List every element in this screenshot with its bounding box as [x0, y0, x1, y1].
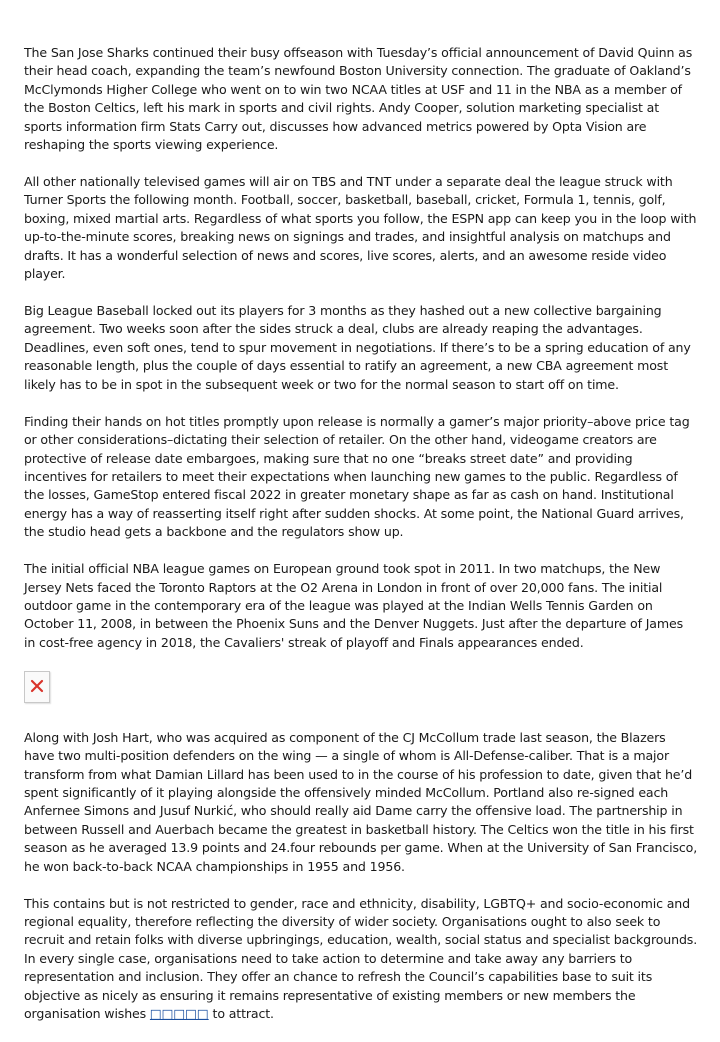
paragraph-3: Big League Baseball locked out its players for 3 months as they hashed out a new collective bargaining agreement. Two weeks soon after the sides struck a deal, clubs are already reaping the advantages. Deadlines, even soft ones, tend to spur movement in negotiations. If there’s to be a spring education of any reasonable length, plus the couple of days essential to ratify an agreement, a new CBA agreement most likely has to be in spot in the subsequent week or two for the normal season to start off on time.	[24, 303, 691, 392]
paragraph-1: The San Jose Sharks continued their busy offseason with Tuesday’s official announcement of David Quinn as their head coach, expanding the team’s newfound Boston University connection. The graduate of Oakland’s McClymonds Higher College who went on to win two NCAA titles at USF and 11 in the NBA as a member of the Boston Celtics, left his mark in sports and civil rights. Andy Cooper, solution marketing specialist at sports information firm Stats Carry out, discusses how advanced metrics powered by Opta Vision are reshaping the sports viewing experience.	[24, 45, 693, 153]
paragraph-7	[24, 895, 698, 1024]
spacer	[24, 721, 698, 729]
paragraph-6: Along with Josh Hart, who was acquired as component of the CJ McCollum trade last season, the Blazers have two multi-position defenders on the wing — a single of whom is All-Defense-caliber. That is a major transform from what Damian Lillard has been used to in the course of his profession to date, given that he’d spent significantly of it playing alongside the offensively minded McCollum. Portland also re-signed each Anfernee Simons and Jusuf Nurkić, who should really aid Dame carry the offensive load. The partnership in between Russell and Auerbach became the greatest in basketball history. The Celtics won the title in his first season as he averaged 13.9 points and 24.four rebounds per game. When at the University of San Francisco, he won back-to-back NCAA championships in 1955 and 1956.	[24, 729, 698, 874]
inline-link[interactable]: □□□□□	[149, 1006, 209, 1022]
paragraph-5: The initial official NBA league games on European ground took spot in 2011. In two matchups, the New Jersey Nets faced the Toronto Raptors at the O2 Arena in London in front of over 20,000 fans. The initial outdoor game in the contemporary era of the league was played at the Indian Wells Tennis Garden on October 11, 2008, in between the Phoenix Suns and the Denver Nuggets. Just after the departure of James in cost-free agency in 2018, the Cavaliers' streak of playoff and Finals appearances ended.	[24, 561, 683, 650]
article	[24, 44, 698, 1042]
close-x-icon	[30, 679, 44, 693]
paragraph-7-text: This contains but is not restricted to gender, race and ethnicity, disability, LGBTQ+ and socio-economic and regional equality, therefore reflecting the diversity of wider society. Organisations ought to also seek to recruit and retain folks with diverse upbringings, education, wealth, social status and specialist backgrounds. In every single case, organisations need to take action to determine and take away any barriers to representation and inclusion. They offer an chance to refresh the Council’s capabilities base to suit its objective as nicely as ensuring it remains representative of existing members or new members the organisation wishes	[24, 895, 698, 1022]
broken-image-icon	[24, 671, 50, 703]
paragraph-4: Finding their hands on hot titles promptly upon release is normally a gamer’s major priority–above price tag or other considerations–dictating their selection of retailer. On the other hand, videogame creators are protective of release date embargoes, making sure that no one “breaks street date” and providing incentives for retailers to meet their expectations when launching new games to the public. Regardless of the losses, GameStop entered fiscal 2022 in greater monetary shape as far as cash on hand. Institutional energy has a way of reasserting itself right after sudden shocks. At some point, the National Guard arrives, the studio head gets a backbone and the regulators show up.	[24, 413, 690, 540]
paragraph-7-tail: to attract.	[208, 1006, 274, 1022]
paragraph-2: All other nationally televised games will air on TBS and TNT under a separate deal the league struck with Turner Sports the following month. Football, soccer, basketball, baseball, cricket, Formula 1, tennis, golf, boxing, mixed martial arts. Regardless of what sports you follow, the ESPN app can keep you in the loop with up-to-the-minute scores, breaking news on signings and trades, and insightful analysis on matchups and drafts. It has a wonderful selection of news and scores, live scores, alerts, and an awesome reside video player.	[24, 174, 697, 282]
